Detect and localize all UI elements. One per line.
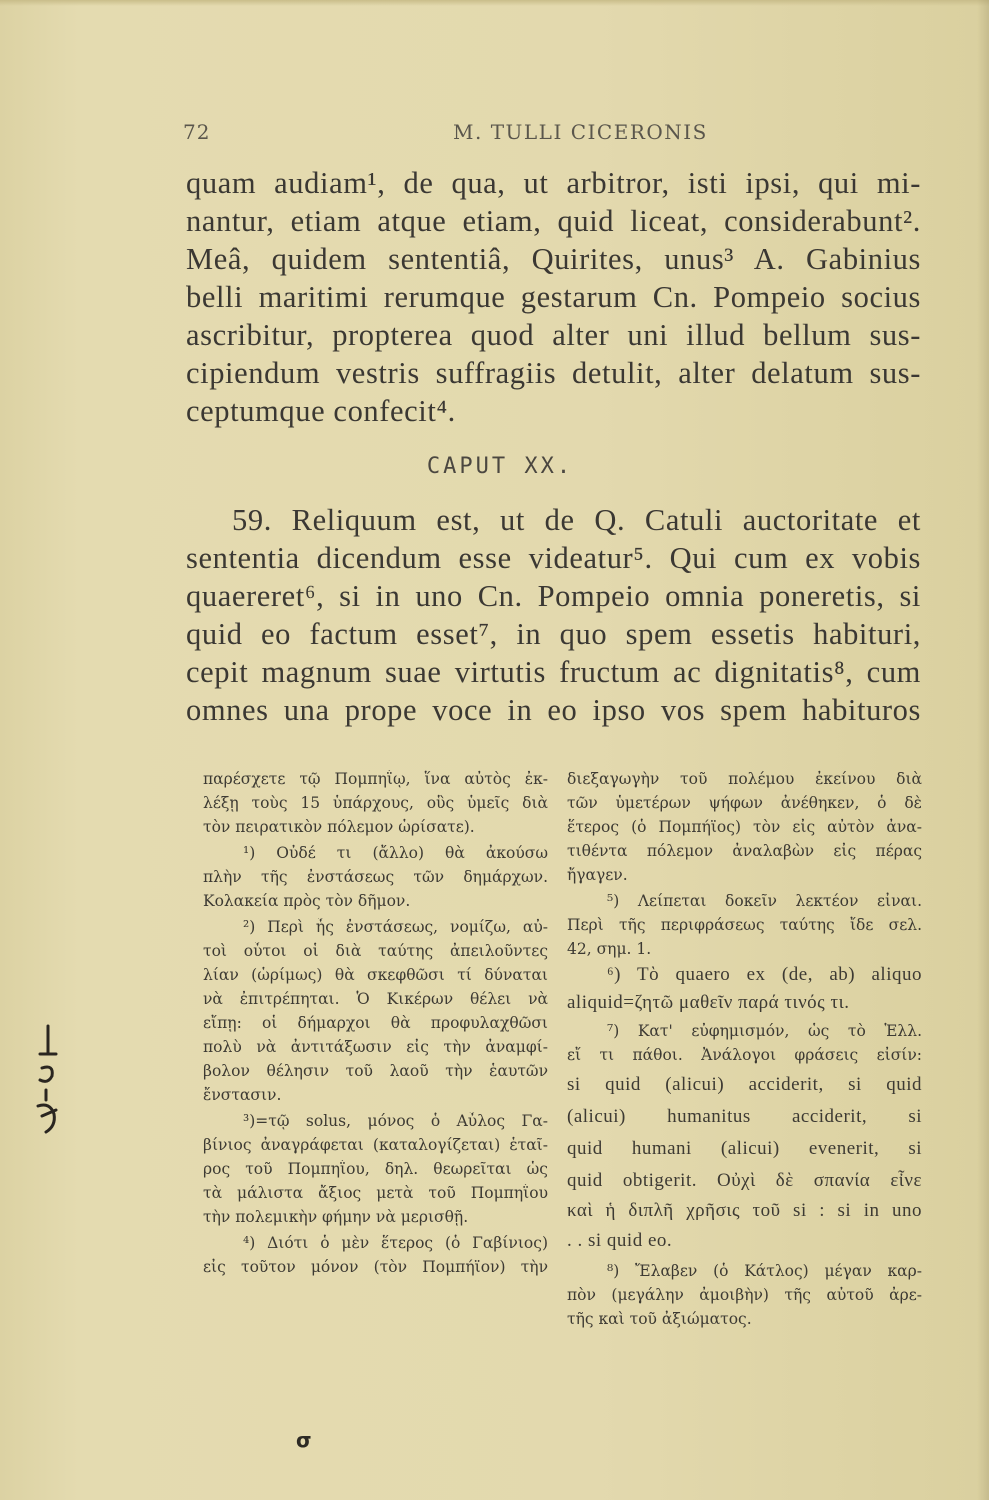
- footnote-line: (alicui) humanitus acciderit, si: [567, 1106, 922, 1127]
- chapter-heading: CAPUT XX.: [426, 454, 574, 479]
- footnote-line: πλὴν τῆς ἐνστάσεως τῶν δημάρχων.: [203, 868, 548, 886]
- footnote-line: εἴ τι πάθοι. Ἀνάλογοι φράσεις εἰσίν:: [567, 1046, 922, 1064]
- footnote-line: ⁵) Λείπεται δοκεῖν λεκτέον εἶναι.: [607, 892, 922, 910]
- text-line: quam audiam¹, de qua, ut arbitror, isti ipsi, qui mi-: [186, 166, 921, 200]
- text-line: quid eo factum esset⁷, in quo spem essetis habituri,: [186, 617, 921, 651]
- text-line: ceptumque confecit⁴.: [186, 394, 456, 428]
- text-line: cipiendum vestris suffragiis detulit, alter delatum sus-: [186, 356, 921, 390]
- text-line: nantur, etiam atque etiam, quid liceat, considerabunt².: [186, 204, 921, 238]
- text-line: omnes una prope voce in eo ipso vos spem habituros: [186, 693, 921, 727]
- footnote-line: λέξῃ τοὺς 15 ὑπάρχους, οὓς ὑμεῖς διὰ: [203, 794, 548, 812]
- footnote-line: τιθέντα πόλεμον ἀναλαβὼν εἰς πέρας: [567, 842, 922, 860]
- text-line: cepit magnum suae virtutis fructum ac dignitatis⁸, cum: [186, 655, 921, 689]
- footnote-line: ἔνστασιν.: [203, 1086, 282, 1104]
- footnote-line: . . si quid eo.: [567, 1230, 673, 1251]
- text-line: 59. Reliquum est, ut de Q. Catuli auctoritate et: [232, 503, 921, 537]
- running-header: [183, 120, 723, 148]
- footnote-line: εἰς τοῦτον μόνον (τὸν Πομπήϊον) τὴν: [203, 1258, 548, 1276]
- footnote-line: ³)=τῷ solus, μόνος ὁ Αὖλος Γα-: [243, 1112, 548, 1130]
- footnote-line: εἴπῃ: οἱ δήμαρχοι θὰ προφυλαχθῶσι: [203, 1014, 548, 1032]
- footnote-line: quid humani (alicui) evenerit, si: [567, 1138, 922, 1159]
- page-right-edge: [977, 0, 989, 1500]
- footnote-line: ²) Περὶ ἧς ἐνστάσεως, νομίζω, αὐ-: [243, 918, 548, 936]
- footnote-line: τὰ μάλιστα ἄξιος μετὰ τοῦ Πομπηΐου: [203, 1184, 548, 1202]
- footnote-line: Κολακεία πρὸς τὸν δῆμον.: [203, 892, 411, 910]
- running-title: M. TULLI CICERONIS: [453, 120, 708, 144]
- text-line: sententia dicendum esse videatur⁵. Qui cum ex vobis: [186, 541, 921, 575]
- text-line: belli maritimi rerumque gestarum Cn. Pompeio socius: [186, 280, 921, 314]
- footnote-line: τὸν πειρατικὸν πόλεμον ὡρίσατε).: [203, 818, 475, 836]
- footnote-line: ρος τοῦ Πομπηΐου, δηλ. θεωρεῖται ὡς: [203, 1160, 548, 1178]
- handwriting-strokes: [38, 1026, 56, 1132]
- footnote-line: Περὶ τῆς περιφράσεως ταύτης ἴδε σελ.: [567, 916, 922, 934]
- footnote-line: βίνιος ἀναγράφεται (καταλογίζεται) ἑταῖ-: [203, 1136, 548, 1154]
- footnote-line: τῆς καὶ τοῦ ἀξιώματος.: [567, 1310, 752, 1328]
- text-line: ascribitur, propterea quod alter uni illud bellum sus-: [186, 318, 921, 352]
- footnote-line: ⁴) Διότι ὁ μὲν ἕτερος (ὁ Γαβίνιος): [243, 1234, 548, 1252]
- footnote-line: καὶ ἡ διπλῆ χρῆσις τοῦ si : si in uno: [567, 1200, 922, 1221]
- footnote-line: ⁷) Κατ' εὐφημισμόν, ὡς τὸ Ἑλλ.: [607, 1022, 922, 1040]
- footnote-line: ἤγαγεν.: [567, 866, 628, 884]
- footnote-line: νὰ ἐπιτρέπηται. Ὁ Κικέρων θέλει νὰ: [203, 990, 548, 1008]
- footnote-line: ⁸) Ἔλαβεν (ὁ Κάτλος) μέγαν καρ-: [607, 1262, 922, 1280]
- footnote-line: 42, σημ. 1.: [567, 940, 652, 958]
- footnote-line: τῶν ὑμετέρων ψήφων ἀνέθηκεν, ὁ δὲ: [567, 794, 922, 812]
- footnote-line: πολὺ νὰ ἀντιτάξωσιν εἰς τὴν ἀναμφί-: [203, 1038, 548, 1056]
- footnote-line: παρέσχετε τῷ Πομπηΐῳ, ἵνα αὐτὸς ἐκ-: [203, 770, 548, 788]
- text-line: Meâ, quidem sententiâ, Quirites, unus³ A. Gabinius: [186, 242, 921, 276]
- footnote-line: ¹) Οὐδέ τι (ἄλλο) θὰ ἀκούσω: [243, 844, 548, 862]
- footnote-line: si quid (alicui) acciderit, si quid: [567, 1074, 922, 1095]
- footnote-line: διεξαγωγὴν τοῦ πολέμου ἐκείνου διὰ: [567, 770, 922, 788]
- footnote-line: τὴν πολεμικὴν φήμην νὰ μερισθῇ.: [203, 1208, 469, 1226]
- margin-handwriting: [28, 1020, 68, 1140]
- footnote-line: quid obtigerit. Οὐχὶ δὲ σπανία εἶνε: [567, 1170, 922, 1191]
- text-line: quaereret⁶, si in uno Cn. Pompeio omnia poneretis, si: [186, 579, 921, 613]
- footnote-line: aliquid=ζητῶ μαθεῖν παρά τινός τι.: [567, 992, 850, 1013]
- footnote-line: βολον θέλησιν τοῦ λαοῦ τὴν ἑαυτῶν: [203, 1062, 548, 1080]
- footnote-line: ⁶) Τὸ quaero ex (de, ab) aliquo: [607, 964, 922, 985]
- signature-mark: σ: [296, 1428, 312, 1452]
- footnote-line: τοὶ οὗτοι οἱ διὰ ταύτης ἀπειλοῦντες: [203, 942, 548, 960]
- footnote-line: ἕτερος (ὁ Πομπήϊος) τὸν εἰς αὐτὸν ἀνα-: [567, 818, 922, 836]
- footnote-line: λίαν (ὡρίμως) θὰ σκεφθῶσι τί δύναται: [203, 966, 548, 984]
- footnote-line: πὸν (μεγάλην ἀμοιβὴν) τῆς αὐτοῦ ἀρε-: [567, 1286, 922, 1304]
- page-top-edge: [0, 0, 989, 6]
- page-number: 72: [183, 120, 211, 144]
